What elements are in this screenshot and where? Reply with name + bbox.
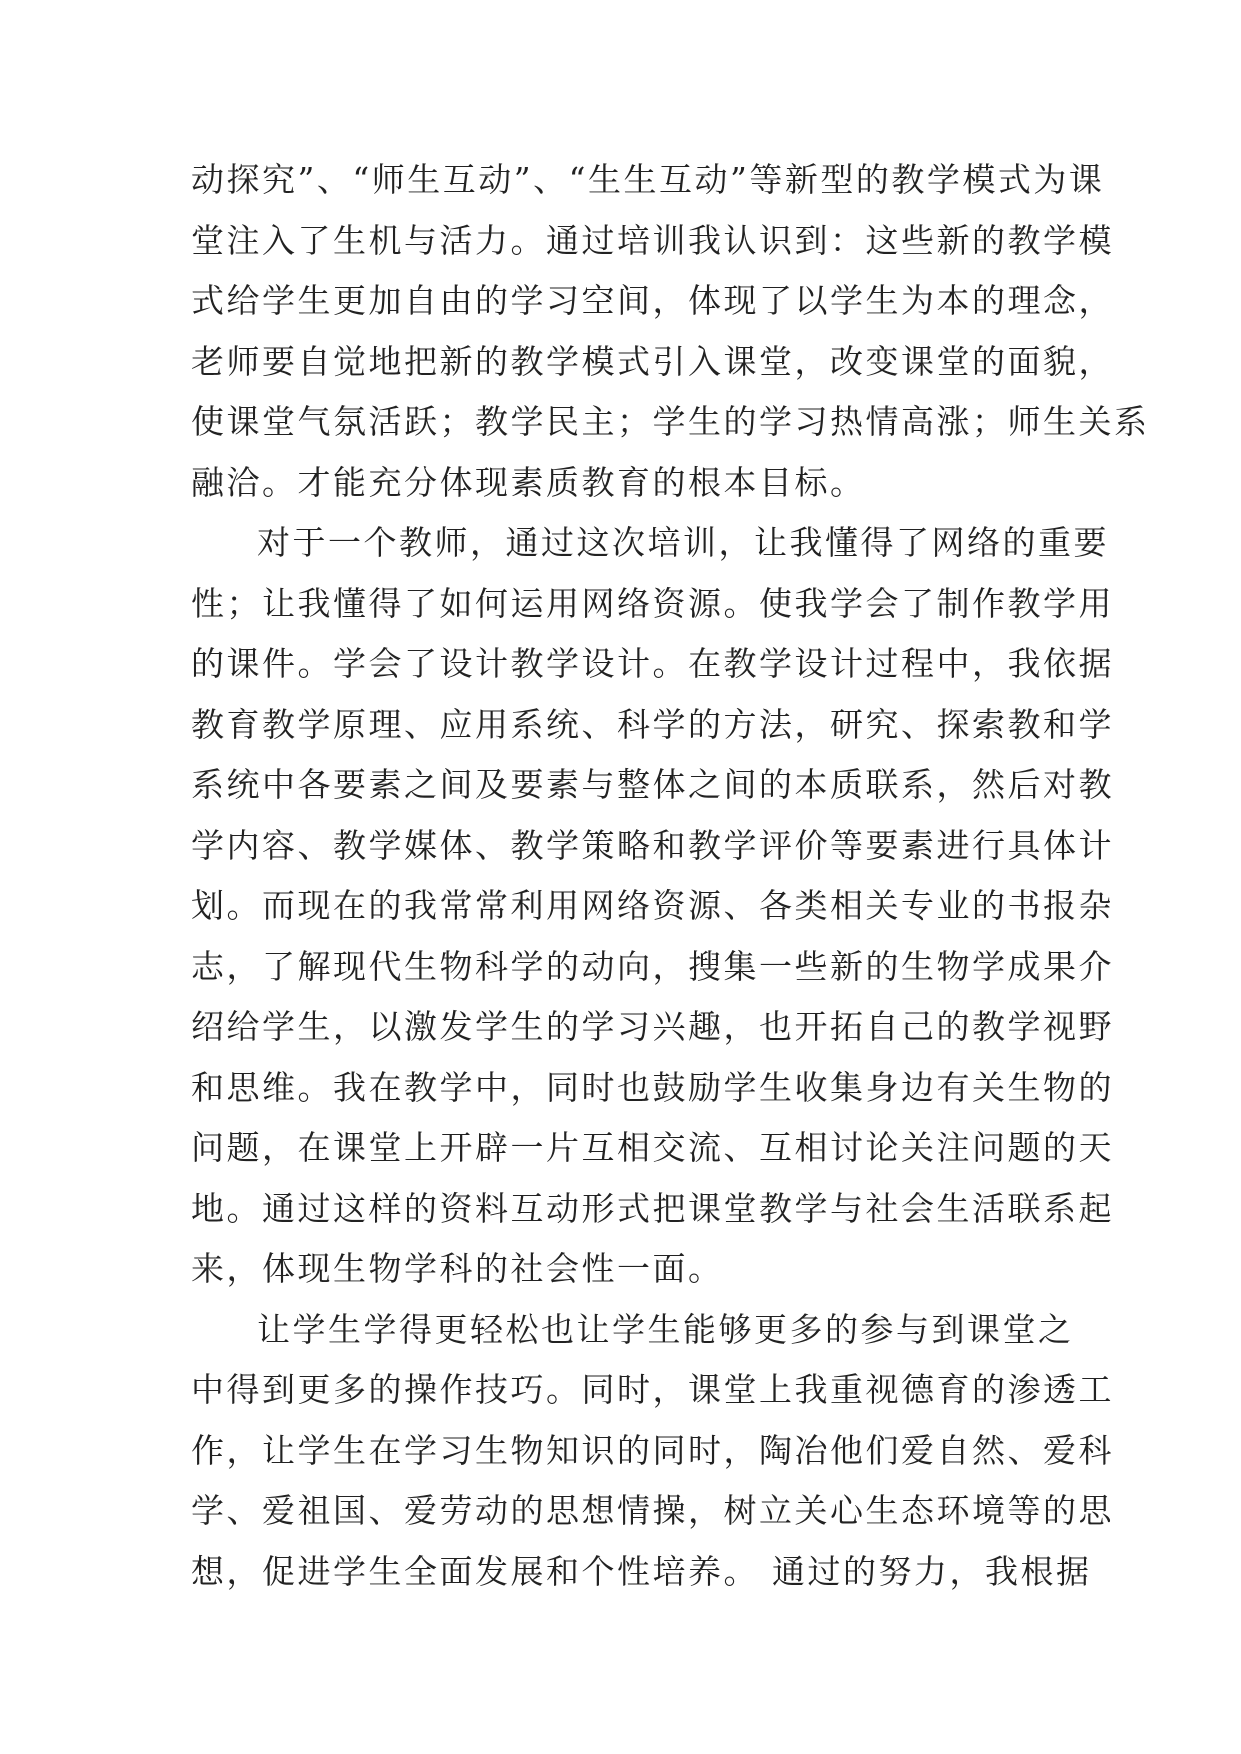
text-line: 性；让我懂得了如何运用网络资源。使我学会了制作教学用 [191,583,1114,623]
text-line: 问题，在课堂上开辟一片互相交流、互相讨论关注问题的天 [191,1128,1114,1167]
paragraph [191,150,1150,513]
text-line: 式给学生更加自由的学习空间，体现了以学生为本的理念， [191,281,1114,320]
text-line: 地。通过这样的资料互动形式把课堂教学与社会生活联系起 [191,1188,1114,1228]
body-text [191,150,1150,1602]
text-line: 使课堂气氛活跃；教学民主；学生的学习热情高涨；师生关系 [191,402,1150,441]
text-line: 让学生学得更轻松也让学生能够更多的参与到课堂之 [257,1309,1074,1349]
text-line: 划。而现在的我常常利用网络资源、各类相关专业的书报杂 [191,886,1114,925]
text-line: 对于一个教师，通过这次培训，让我懂得了网络的重要 [257,523,1109,562]
text-line: 志，了解现代生物科学的动向，搜集一些新的生物学成果介 [191,946,1114,986]
text-line: 堂注入了生机与活力。通过培训我认识到：这些新的教学模 [191,220,1114,260]
text-line: 中得到更多的操作技巧。同时，课堂上我重视德育的渗透工 [191,1370,1114,1409]
text-line: 的课件。学会了设计教学设计。在教学设计过程中，我依据 [191,644,1114,683]
text-line: 绍给学生，以激发学生的学习兴趣，也开拓自己的教学视野 [191,1007,1114,1046]
text-line: 来，体现生物学科的社会性一面。 [191,1249,724,1288]
text-line: 学、爱祖国、爱劳动的思想情操，树立关心生态环境等的思 [191,1491,1114,1530]
paragraph [191,1300,1114,1603]
text-line: 作，让学生在学习生物知识的同时，陶冶他们爱自然、爱科 [191,1430,1114,1470]
text-line: 融洽。才能充分体现素质教育的根本目标。 [191,462,866,502]
text-line: 和思维。我在教学中，同时也鼓励学生收集身边有关生物的 [191,1067,1114,1107]
text-line: 动探究”、“师生互动”、“生生互动”等新型的教学模式为课 [191,160,1105,199]
text-line: 想，促进学生全面发展和个性培养。 通过的努力，我根据 [191,1551,1092,1591]
text-line: 教育教学原理、应用系统、科学的方法，研究、探索教和学 [191,704,1114,744]
paragraph [191,513,1114,1300]
text-line: 学内容、教学媒体、教学策略和教学评价等要素进行具体计 [191,825,1114,865]
text-line: 系统中各要素之间及要素与整体之间的本质联系，然后对教 [191,765,1114,804]
text-line: 老师要自觉地把新的教学模式引入课堂，改变课堂的面貌， [191,341,1114,381]
